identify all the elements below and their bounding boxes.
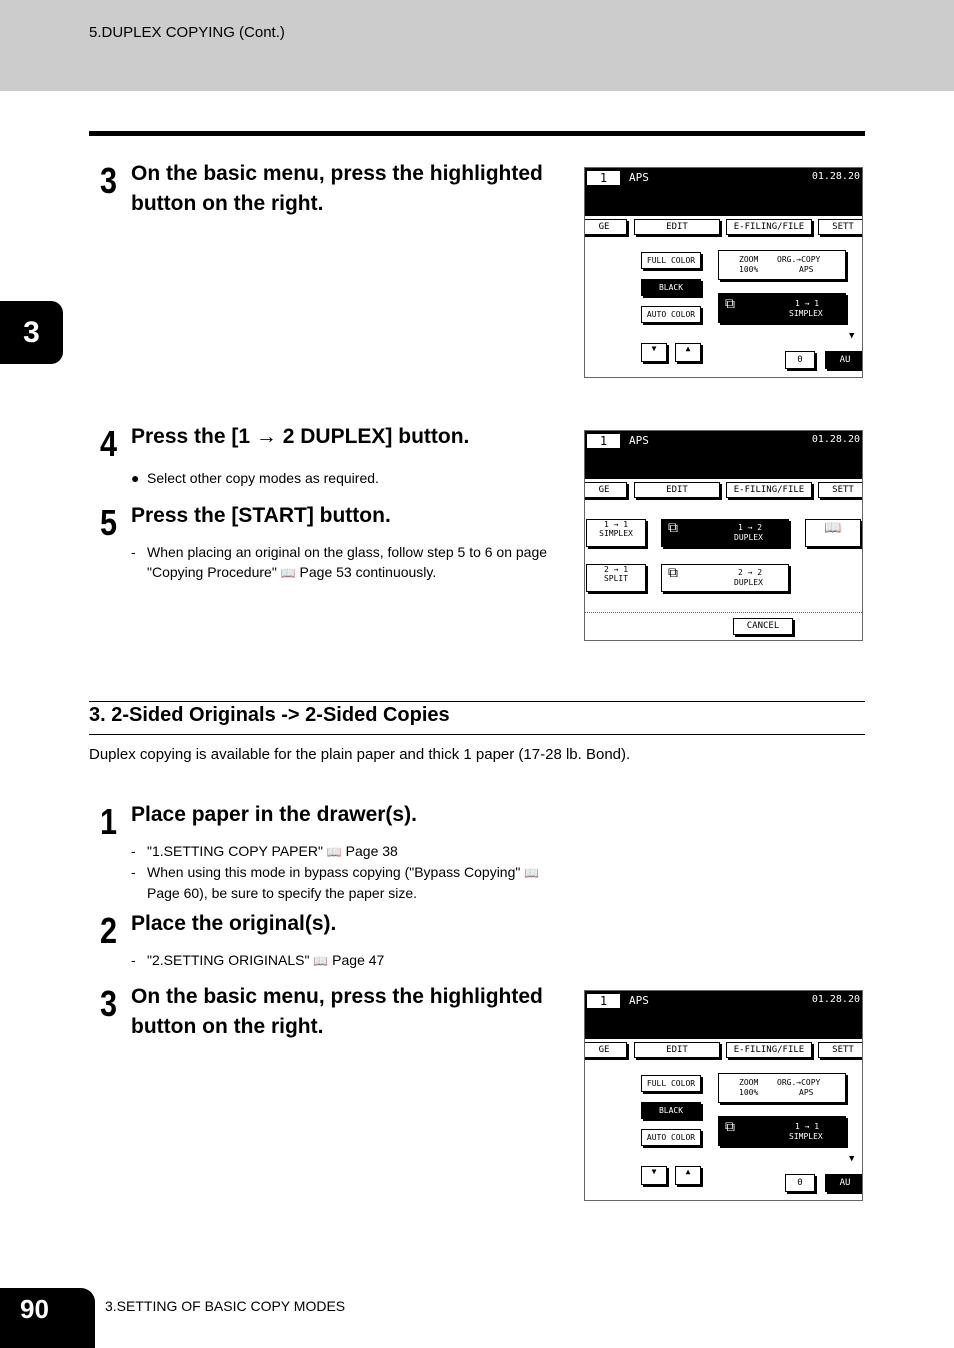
full-color-button[interactable]: FULL COLOR (641, 1075, 701, 1092)
tab-settings[interactable]: SETT (818, 219, 863, 235)
step-note: - "1.SETTING COPY PAPER" 📖 Page 38 - When using this mode in bypass copying ("Bypass Copying" 📖 Page 60), be sure to specify the paper size. (131, 843, 540, 901)
more-arrow-icon: ▼ (849, 331, 855, 341)
black-button[interactable]: BLACK (641, 279, 701, 296)
zero-button[interactable]: 0 (785, 1174, 815, 1192)
tab-image[interactable]: GE (584, 482, 627, 498)
scroll-down-button[interactable]: ▼ (641, 343, 667, 362)
lcd-duplex-menu: 1 APS 01.28.20 GE EDIT E-FILING/FILE SETT 1 → 1 SIMPLEX ⧉ 1 → 2 DUPLEX 📖 2 → 1 SPLIT ⧉ 2 → 2 DUPLEX CANCEL (584, 430, 863, 641)
step-number: 1 (100, 801, 117, 842)
duplex-mode-button[interactable]: ⧉ 1 → 1 SIMPLEX (718, 1116, 846, 1146)
tab-edit[interactable]: EDIT (634, 1042, 720, 1058)
split-button[interactable]: 2 → 1 SPLIT (586, 564, 646, 592)
scroll-up-button[interactable]: ▲ (675, 1166, 701, 1185)
chapter-tab: 3 (0, 301, 63, 364)
step-number: 4 (100, 423, 117, 464)
tab-efiling[interactable]: E-FILING/FILE (726, 482, 812, 498)
duplex-icon: ⧉ (725, 1119, 735, 1135)
step-title: Place paper in the drawer(s). (131, 803, 417, 826)
one-to-two-duplex-button[interactable]: ⧉ 1 → 2 DUPLEX (661, 519, 789, 547)
duplex-icon: ⧉ (668, 565, 678, 581)
step-number: 2 (100, 910, 117, 951)
book-icon: 📖 (326, 845, 342, 859)
header-text: 5.DUPLEX COPYING (Cont.) (89, 24, 285, 41)
page-header (0, 0, 954, 91)
tab-image[interactable]: GE (584, 1042, 627, 1058)
step-title: On the basic menu, press the highlighted button on the right. (131, 162, 543, 215)
step-title: Place the original(s). (131, 912, 337, 935)
auto-button[interactable]: AU (825, 351, 863, 369)
two-to-two-duplex-button[interactable]: ⧉ 2 → 2 DUPLEX (661, 564, 789, 592)
tab-efiling[interactable]: E-FILING/FILE (726, 219, 812, 235)
book-duplex-button[interactable]: 📖 (805, 519, 861, 547)
black-button[interactable]: BLACK (641, 1102, 701, 1119)
zero-button[interactable]: 0 (785, 351, 815, 369)
full-color-button[interactable]: FULL COLOR (641, 252, 701, 269)
top-rule (89, 131, 865, 136)
footer-text: 3.SETTING OF BASIC COPY MODES (105, 1298, 346, 1314)
book-icon: 📖 (280, 566, 296, 580)
step-title: Press the [1 → 2 DUPLEX] button. (131, 425, 470, 448)
section-intro: Duplex copying is available for the plain paper and thick 1 paper (17-28 lb. Bond). (89, 746, 631, 763)
duplex-icon: ⧉ (668, 520, 678, 536)
lcd-basic-menu: 1 APS 01.28.20 GE EDIT E-FILING/FILE SETT FULL COLOR BLACK AUTO COLOR ZOOM 100% ORG.→COPY APS ⧉ 1 → 1 SIMPLEX ▼ ▲ ▼ 0 AU (584, 990, 863, 1201)
auto-button[interactable]: AU (825, 1174, 863, 1192)
tab-efiling[interactable]: E-FILING/FILE (726, 1042, 812, 1058)
section-rule (89, 734, 865, 735)
zoom-button[interactable]: ZOOM 100% ORG.→COPY APS (718, 1073, 846, 1103)
section-title: 3. 2-Sided Originals -> 2-Sided Copies (89, 704, 450, 726)
step-number: 5 (100, 502, 117, 543)
auto-color-button[interactable]: AUTO COLOR (641, 306, 701, 323)
zoom-button[interactable]: ZOOM 100% ORG.→COPY APS (718, 250, 846, 280)
tab-image[interactable]: GE (584, 219, 627, 235)
book-icon: 📖 (524, 866, 540, 880)
step-note: ● Select other copy modes as required. (131, 470, 379, 486)
auto-color-button[interactable]: AUTO COLOR (641, 1129, 701, 1146)
step-title: On the basic menu, press the highlighted button on the right. (131, 985, 543, 1038)
scroll-down-button[interactable]: ▼ (641, 1166, 667, 1185)
tab-edit[interactable]: EDIT (634, 482, 720, 498)
step-note: - When placing an original on the glass, follow step 5 to 6 on page "Copying Procedure" 📖 Page 53 continuously. (131, 544, 548, 580)
more-arrow-icon: ▼ (849, 1154, 855, 1164)
page-number: 90 (20, 1294, 49, 1324)
simplex-button[interactable]: 1 → 1 SIMPLEX (586, 519, 646, 547)
step-note: - "2.SETTING ORIGINALS" 📖 Page 47 (131, 952, 385, 968)
tab-settings[interactable]: SETT (818, 482, 863, 498)
cancel-button[interactable]: CANCEL (733, 618, 793, 635)
step-number: 3 (100, 983, 117, 1024)
step-title: Press the [START] button. (131, 504, 391, 527)
tab-settings[interactable]: SETT (818, 1042, 863, 1058)
lcd-basic-menu: 1 APS 01.28.20 GE EDIT E-FILING/FILE SETT FULL COLOR BLACK AUTO COLOR ZOOM 100% ORG.→COPY APS ⧉ 1 → 1 SIMPLEX ▼ ▲ ▼ 0 AU (584, 167, 863, 378)
section-rule (89, 701, 865, 702)
tab-edit[interactable]: EDIT (634, 219, 720, 235)
duplex-mode-button[interactable]: ⧉ 1 → 1 SIMPLEX (718, 293, 846, 323)
page-number-tab (0, 1288, 95, 1348)
duplex-icon: ⧉ (725, 296, 735, 312)
scroll-up-button[interactable]: ▲ (675, 343, 701, 362)
step-number: 3 (100, 160, 117, 201)
book-icon: 📖 (313, 954, 329, 968)
